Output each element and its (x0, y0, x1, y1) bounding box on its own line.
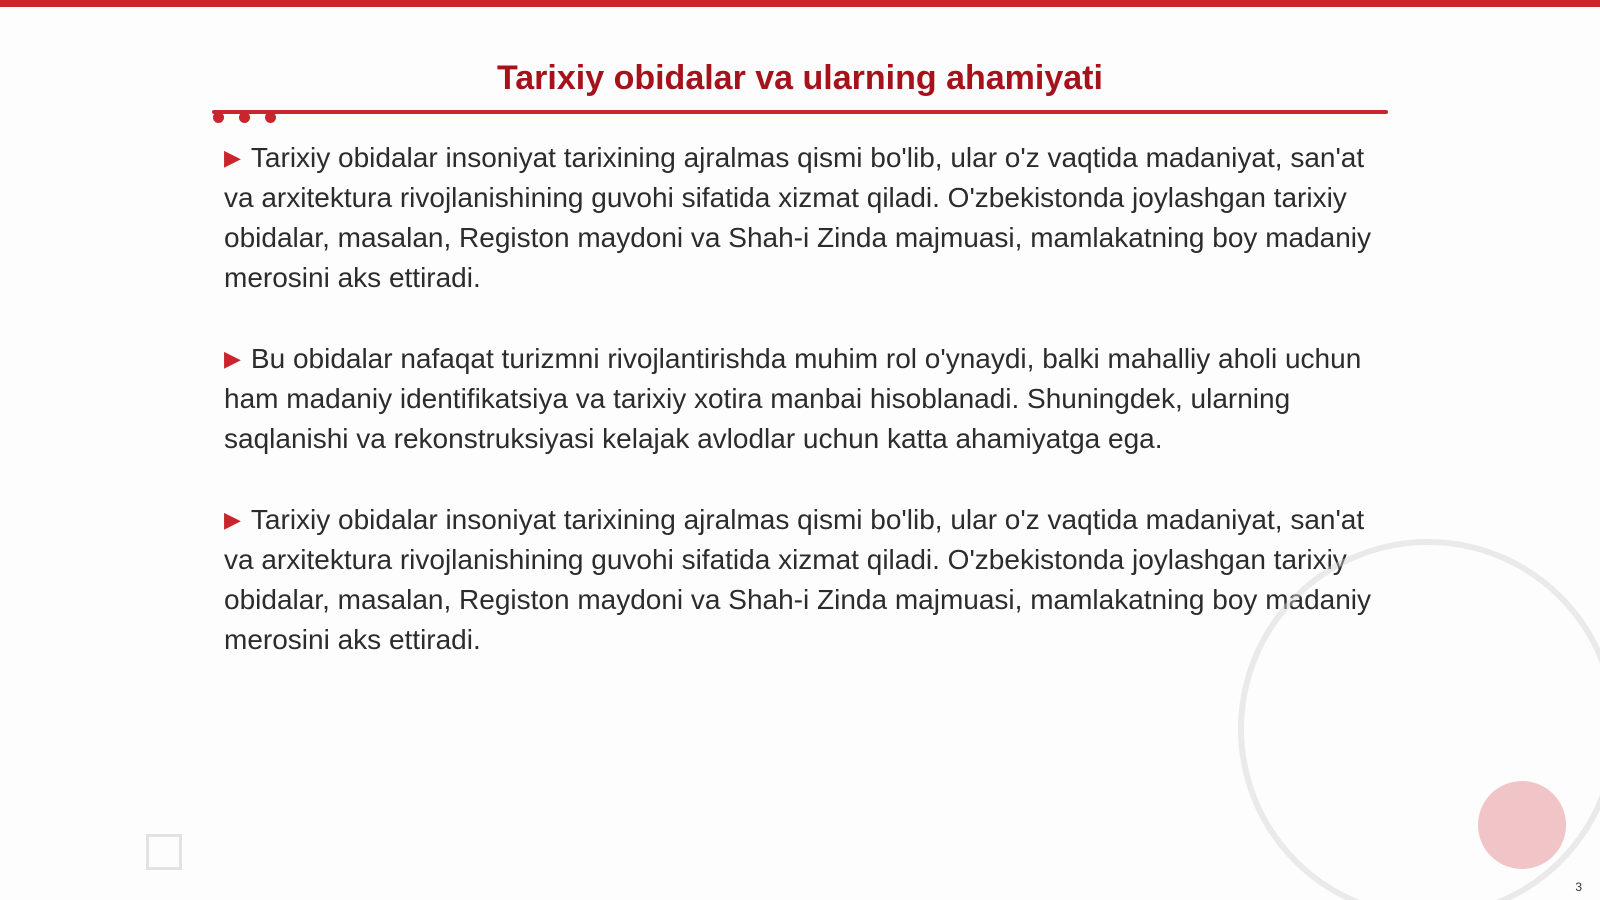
decorative-circle (1478, 781, 1566, 869)
decorative-dot (265, 112, 276, 123)
bullet-text: Tarixiy obidalar insoniyat tarixining ajralmas qismi bo'lib, ular o'z vaqtida madaniyat, san'at va arxitektura rivojlanishining guvohi sifatida xizmat qiladi. O'zbekistonda joylashgan tarixiy obidalar, masalan, Registon maydoni va Shah-i Zinda majmuasi, mamlakatning boy madaniy merosini aks ettiradi. (224, 504, 1372, 655)
page-number: 3 (1575, 880, 1582, 894)
bullet-list (224, 138, 1384, 701)
top-accent-bar (0, 0, 1600, 7)
decorative-square (146, 834, 182, 870)
triangle-bullet-icon: ▶ (224, 507, 241, 532)
triangle-bullet-icon: ▶ (224, 346, 241, 371)
slide-title: Tarixiy obidalar va ularning ahamiyati (497, 59, 1103, 97)
decorative-dot (213, 112, 224, 123)
bullet-text: Bu obidalar nafaqat turizmni rivojlantirishda muhim rol o'ynaydi, balki mahalliy aholi uchun ham madaniy identifikatsiya va tarixiy xotira manbai hisoblanadi. Shuningdek, ularning saqlanishi va rekonstruksiyasi kelajak avlodlar uchun katta ahamiyatga ega. (224, 343, 1362, 454)
decorative-dot (239, 112, 250, 123)
bullet-item (224, 339, 1384, 459)
triangle-bullet-icon: ▶ (224, 145, 241, 170)
bullet-item (224, 138, 1384, 298)
title-underline (212, 110, 1388, 114)
bullet-item (224, 500, 1384, 660)
bullet-text: Tarixiy obidalar insoniyat tarixining ajralmas qismi bo'lib, ular o'z vaqtida madaniyat, san'at va arxitektura rivojlanishining guvohi sifatida xizmat qiladi. O'zbekistonda joylashgan tarixiy obidalar, masalan, Registon maydoni va Shah-i Zinda majmuasi, mamlakatning boy madaniy merosini aks ettiradi. (224, 142, 1372, 293)
